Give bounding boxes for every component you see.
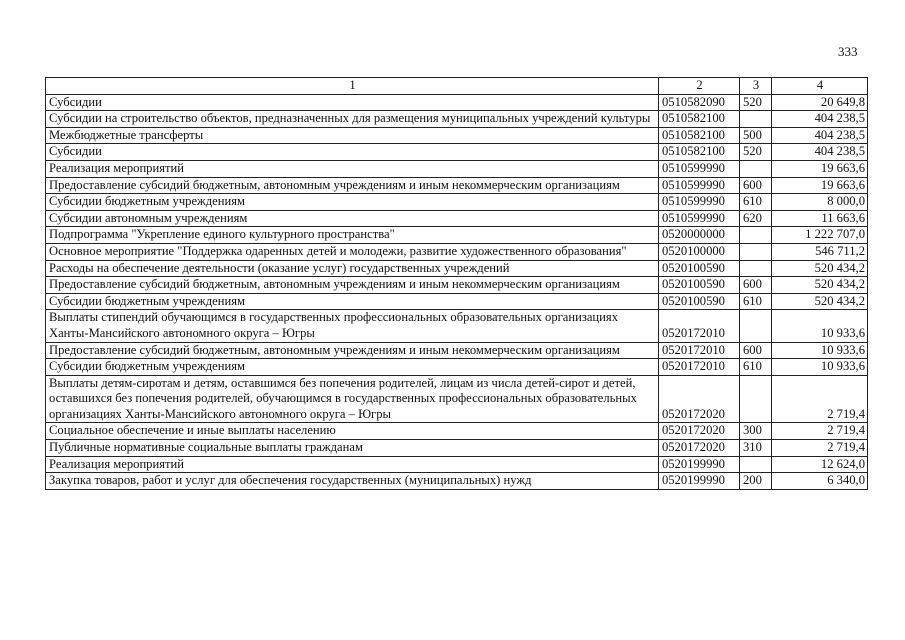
row-amount-cell: 8 000,0	[772, 194, 868, 211]
row-vr-cell: 620	[740, 210, 772, 227]
header-cell-name: 1	[46, 78, 659, 95]
row-code-cell: 0520172010	[659, 310, 740, 342]
row-vr-cell: 500	[740, 127, 772, 144]
row-vr-cell: 610	[740, 293, 772, 310]
row-vr-cell: 310	[740, 440, 772, 457]
row-vr-cell: 600	[740, 342, 772, 359]
header-cell-vr: 3	[740, 78, 772, 95]
row-name-cell: Выплаты стипендий обучающимся в государственных профессиональных образовательных организациях Ханты-Мансийского автономного округа – Югры	[46, 310, 659, 342]
row-code-cell: 0520172020	[659, 375, 740, 423]
row-amount-cell: 12 624,0	[772, 456, 868, 473]
table-row	[46, 440, 868, 457]
row-name-cell: Реализация мероприятий	[46, 456, 659, 473]
table-row	[46, 277, 868, 294]
row-amount-cell: 1 222 707,0	[772, 227, 868, 244]
table-row	[46, 375, 868, 423]
row-amount-cell: 404 238,5	[772, 111, 868, 128]
row-name-cell: Субсидии бюджетным учреждениям	[46, 293, 659, 310]
row-code-cell: 0510599990	[659, 210, 740, 227]
header-cell-code: 2	[659, 78, 740, 95]
table-row	[46, 243, 868, 260]
row-name-cell: Закупка товаров, работ и услуг для обеспечения государственных (муниципальных) нужд	[46, 473, 659, 490]
table-row	[46, 473, 868, 490]
row-amount-cell: 19 663,6	[772, 177, 868, 194]
row-amount-cell: 10 933,6	[772, 342, 868, 359]
table-row	[46, 260, 868, 277]
row-vr-cell: 200	[740, 473, 772, 490]
row-vr-cell	[740, 227, 772, 244]
row-name-cell: Субсидии бюджетным учреждениям	[46, 359, 659, 376]
table-row	[46, 456, 868, 473]
row-code-cell: 0520172010	[659, 342, 740, 359]
row-vr-cell	[740, 375, 772, 423]
table-row	[46, 194, 868, 211]
row-amount-cell: 404 238,5	[772, 144, 868, 161]
row-code-cell: 0510599990	[659, 160, 740, 177]
row-name-cell: Предоставление субсидий бюджетным, автономным учреждениям и иным некоммерческим организациям	[46, 177, 659, 194]
table-row	[46, 310, 868, 342]
table-row	[46, 210, 868, 227]
row-vr-cell: 520	[740, 144, 772, 161]
row-name-cell: Межбюджетные трансферты	[46, 127, 659, 144]
row-name-cell: Реализация мероприятий	[46, 160, 659, 177]
row-vr-cell	[740, 243, 772, 260]
row-name-cell: Субсидии бюджетным учреждениям	[46, 194, 659, 211]
row-amount-cell: 404 238,5	[772, 127, 868, 144]
row-name-cell: Выплаты детям-сиротам и детям, оставшимся без попечения родителей, лицам из числа детей-сирот и детей, оставшихся без попечения родителей, обучающимся в государственных профессиональных образовательных организациях Ханты-Мансийского автономного округа – Югры	[46, 375, 659, 423]
budget-table	[45, 77, 868, 490]
row-code-cell: 0520199990	[659, 473, 740, 490]
header-cell-amount: 4	[772, 78, 868, 95]
table-row	[46, 94, 868, 111]
table-row	[46, 293, 868, 310]
row-name-cell: Подпрограмма "Укрепление единого культурного пространства"	[46, 227, 659, 244]
row-name-cell: Субсидии	[46, 144, 659, 161]
row-name-cell: Субсидии на строительство объектов, предназначенных для размещения муниципальных учреждений культуры	[46, 111, 659, 128]
row-amount-cell: 10 933,6	[772, 359, 868, 376]
row-amount-cell: 546 711,2	[772, 243, 868, 260]
row-code-cell: 0520172020	[659, 440, 740, 457]
row-vr-cell	[740, 456, 772, 473]
row-amount-cell: 19 663,6	[772, 160, 868, 177]
row-name-cell: Расходы на обеспечение деятельности (оказание услуг) государственных учреждений	[46, 260, 659, 277]
row-code-cell: 0520100590	[659, 260, 740, 277]
row-code-cell: 0520199990	[659, 456, 740, 473]
row-name-cell: Основное мероприятие "Поддержка одаренных детей и молодежи, развитие художественного образования"	[46, 243, 659, 260]
table-row	[46, 144, 868, 161]
table-row	[46, 127, 868, 144]
row-amount-cell: 20 649,8	[772, 94, 868, 111]
row-code-cell: 0510582090	[659, 94, 740, 111]
row-vr-cell: 520	[740, 94, 772, 111]
row-code-cell: 0510582100	[659, 144, 740, 161]
row-code-cell: 0510582100	[659, 111, 740, 128]
row-code-cell: 0520100590	[659, 293, 740, 310]
row-code-cell: 0520000000	[659, 227, 740, 244]
table-row	[46, 342, 868, 359]
row-vr-cell: 610	[740, 359, 772, 376]
row-name-cell: Предоставление субсидий бюджетным, автономным учреждениям и иным некоммерческим организациям	[46, 277, 659, 294]
table-row	[46, 423, 868, 440]
row-vr-cell	[740, 310, 772, 342]
row-vr-cell: 300	[740, 423, 772, 440]
row-amount-cell: 6 340,0	[772, 473, 868, 490]
table-header-row	[46, 78, 868, 95]
row-amount-cell: 2 719,4	[772, 440, 868, 457]
row-code-cell: 0510582100	[659, 127, 740, 144]
table-row	[46, 160, 868, 177]
row-vr-cell: 600	[740, 177, 772, 194]
row-name-cell: Социальное обеспечение и иные выплаты населению	[46, 423, 659, 440]
row-vr-cell	[740, 260, 772, 277]
row-code-cell: 0520100590	[659, 277, 740, 294]
table-row	[46, 111, 868, 128]
row-amount-cell: 520 434,2	[772, 277, 868, 294]
row-vr-cell	[740, 111, 772, 128]
table-row	[46, 359, 868, 376]
row-name-cell: Субсидии	[46, 94, 659, 111]
row-amount-cell: 11 663,6	[772, 210, 868, 227]
row-amount-cell: 520 434,2	[772, 260, 868, 277]
row-code-cell: 0520100000	[659, 243, 740, 260]
page-number: 333	[838, 44, 858, 59]
row-name-cell: Субсидии автономным учреждениям	[46, 210, 659, 227]
row-vr-cell: 610	[740, 194, 772, 211]
row-code-cell: 0510599990	[659, 194, 740, 211]
row-amount-cell: 2 719,4	[772, 423, 868, 440]
table-row	[46, 177, 868, 194]
row-amount-cell: 2 719,4	[772, 375, 868, 423]
row-name-cell: Публичные нормативные социальные выплаты гражданам	[46, 440, 659, 457]
row-name-cell: Предоставление субсидий бюджетным, автономным учреждениям и иным некоммерческим организациям	[46, 342, 659, 359]
row-vr-cell: 600	[740, 277, 772, 294]
table-row	[46, 227, 868, 244]
row-vr-cell	[740, 160, 772, 177]
row-code-cell: 0520172010	[659, 359, 740, 376]
row-amount-cell: 520 434,2	[772, 293, 868, 310]
row-code-cell: 0510599990	[659, 177, 740, 194]
row-amount-cell: 10 933,6	[772, 310, 868, 342]
row-code-cell: 0520172020	[659, 423, 740, 440]
